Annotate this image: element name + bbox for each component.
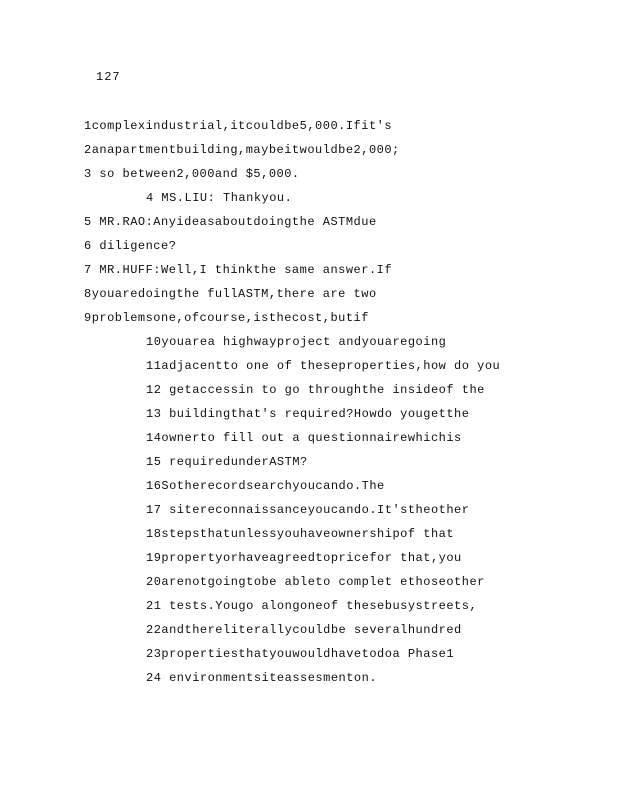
transcript-line-4: 4 MS.LIU: Thankyou. (146, 191, 293, 205)
transcript-line-13: 13 buildingthat's required?Howdo yougetthe (146, 407, 470, 421)
transcript-line-6: 6 diligence? (84, 239, 177, 253)
transcript-line-21: 21 tests.Yougo alongoneof thesebusystreets, (146, 599, 478, 613)
transcript-line-14: 14ownerto fill out a questionnairewhichis (146, 431, 462, 445)
transcript-line-23: 23propertiesthatyouwouldhavetodoa Phase1 (146, 647, 455, 661)
transcript-line-7: 7 MR.HUFF:Well,I thinkthe same answer.If (84, 263, 393, 277)
transcript-line-3: 3 so between2,000and $5,000. (84, 167, 300, 181)
transcript-line-12: 12 getaccessin to go throughthe insideof the (146, 383, 485, 397)
transcript-line-24: 24 environmentsiteassesmenton. (146, 671, 378, 685)
transcript-line-16: 16Sotherecordsearchyoucando.The (146, 479, 385, 493)
transcript-line-9: 9problemsone,ofcourse,isthecost,butif (84, 311, 369, 325)
transcript-line-22: 22andthereliterallycouldbe severalhundred (146, 623, 462, 637)
transcript-line-8: 8youaredoingthe fullASTM,there are two (84, 287, 377, 301)
transcript-line-20: 20arenotgoingtobe ableto complet ethoseother (146, 575, 485, 589)
transcript-line-1: 1complexindustrial,itcouldbe5,000.Ifit's (84, 119, 393, 133)
transcript-line-18: 18stepsthatunlessyouhaveownershipof that (146, 527, 455, 541)
page-number: 127 (96, 70, 121, 84)
transcript-line-17: 17 sitereconnaissanceyoucando.It'stheother (146, 503, 470, 517)
transcript-line-19: 19propertyorhaveagreedtopricefor that,you (146, 551, 462, 565)
transcript-line-10: 10youarea highwayproject andyouaregoing (146, 335, 447, 349)
transcript-line-15: 15 requiredunderASTM? (146, 455, 308, 469)
transcript-line-11: 11adjacentto one of theseproperties,how do you (146, 359, 501, 373)
transcript-line-5: 5 MR.RAO:Anyideasaboutdoingthe ASTMdue (84, 215, 377, 229)
transcript-line-2: 2anapartmentbuilding,maybeitwouldbe2,000; (84, 143, 400, 157)
